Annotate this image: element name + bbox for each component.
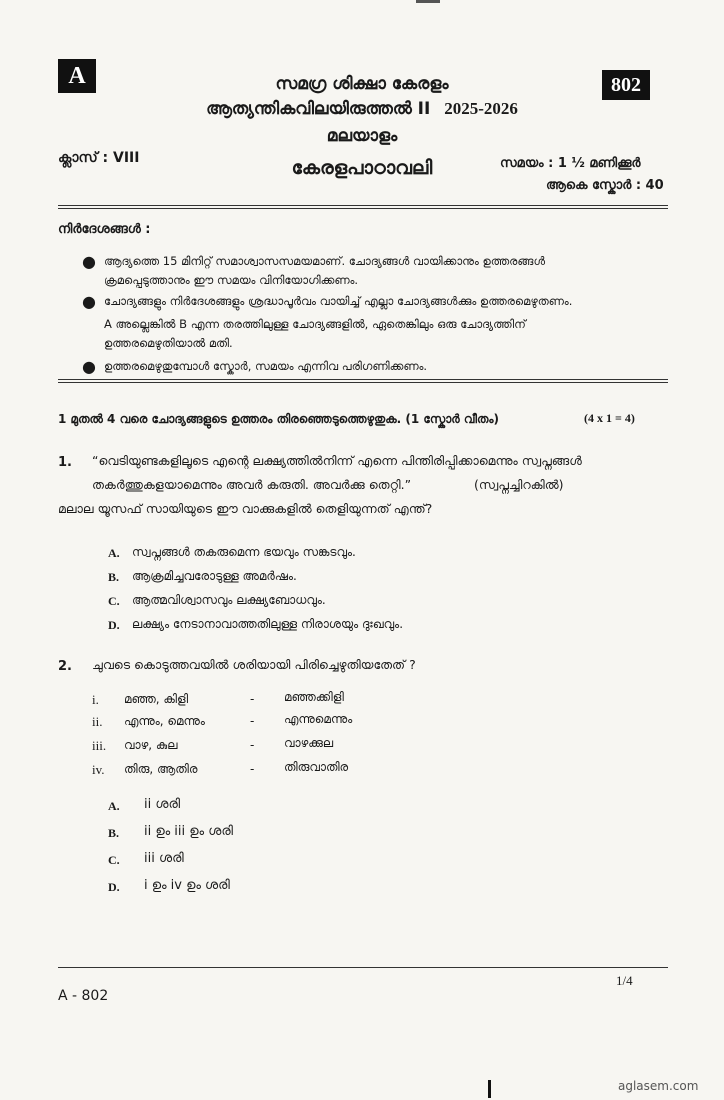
footer-divider — [58, 967, 668, 968]
watermark: aglasem.com — [618, 1079, 699, 1093]
pair-split: തിരു, ആതിര — [124, 762, 198, 776]
option-text: സ്വപ്നങ്ങൾ തകരുമെന്ന ഭയവും സങ്കടവും. — [132, 545, 356, 559]
footer-paper-code: A - 802 — [58, 988, 109, 1004]
option-text: ii ശരി — [144, 797, 181, 812]
pair-dash: - — [250, 762, 255, 776]
pair-dash: - — [250, 692, 255, 706]
option-text: ii ഉം iii ഉം ശരി — [144, 824, 233, 839]
option-letter: C. — [108, 853, 120, 867]
pair-joined: വാഴക്കുല — [284, 736, 334, 750]
instruction-line: ചോദ്യങ്ങളും നിർദേശങ്ങളും ശ്രദ്ധാപൂർവം വായിച്ച് എല്ലാ ചോദ്യങ്ങൾക്കും ഉത്തരമെഴുതണം. — [104, 294, 573, 308]
class-label: ക്ലാസ് : VIII — [58, 150, 140, 166]
option-letter: A. — [108, 546, 120, 560]
pair-split: എന്നും, മെന്നും — [124, 714, 205, 728]
pair-joined: എന്നുമെന്നും — [284, 712, 353, 726]
option-letter: B. — [108, 570, 120, 584]
divider — [58, 208, 668, 209]
page-number: 1/4 — [616, 973, 633, 988]
option-letter: A. — [108, 799, 120, 813]
option-letter: B. — [108, 826, 120, 840]
instruction-item — [104, 252, 649, 290]
bullet-icon: ● — [82, 252, 96, 271]
divider — [58, 205, 668, 206]
subject-title: മലയാളം — [326, 126, 398, 146]
instruction-line: ആദ്യത്തെ 15 മിനിറ്റ് സമാശ്വാസസമയമാണ്. ചോദ്യങ്ങൾ വായിക്കാനും ഉത്തരങ്ങൾ — [104, 254, 546, 268]
instruction-line: ക്രമപ്പെടുത്താനും ഈ സമയം വിനിയോഗിക്കണം. — [104, 273, 359, 287]
bullet-icon: ● — [82, 292, 96, 311]
question-text: മലാല യൂസഫ് സായിയുടെ ഈ വാക്കുകളിൽ തെളിയുന്നത് എന്ത്? — [58, 501, 433, 516]
pair-joined: തിരുവാതിര — [284, 760, 349, 774]
bullet-icon: ● — [82, 357, 96, 376]
pair-dash: - — [250, 738, 255, 752]
instruction-line: ഉത്തരമെഴുതുമ്പോൾ സ്കോർ, സമയം എന്നിവ പരിഗണിക്കണം. — [104, 359, 428, 373]
option-letter: D. — [108, 618, 120, 632]
option-text: i ഉം iv ഉം ശരി — [144, 878, 230, 893]
pair-split: മഞ്ഞ, കിളി — [124, 692, 189, 706]
time-label: സമയം : 1 ½ മണിക്കൂർ — [500, 156, 641, 171]
section-heading: 1 മുതൽ 4 വരെ ചോദ്യങ്ങളുടെ ഉത്തരം തിരഞ്ഞെടുത്തെഴുതുക. (1 സ്കോർ വീതം) — [58, 412, 499, 426]
pair-split: വാഴ, കുല — [124, 738, 178, 752]
divider — [58, 382, 668, 383]
divider — [58, 379, 668, 380]
organization-title: സമഗ്ര ശിക്ഷാ കേരളം — [275, 74, 449, 94]
option-letter: D. — [108, 880, 120, 894]
paper-code-box: 802 — [602, 70, 650, 100]
instruction-item — [104, 292, 649, 353]
item-numeral: i. — [92, 692, 99, 707]
option-text: iii ശരി — [144, 851, 184, 866]
scan-mark — [416, 0, 440, 3]
textbook-title: കേരളപാഠാവലി — [291, 157, 433, 179]
exam-title — [0, 99, 724, 119]
section-marks: (4 x 1 = 4) — [584, 411, 635, 425]
question-text: ചുവടെ കൊടുത്തവയിൽ ശരിയായി പിരിച്ചെഴുതിയതേത് ? — [92, 657, 416, 672]
item-numeral: iv. — [92, 762, 105, 777]
question-text: തകർത്തുകളയാമെന്നും അവർ കരുതി. അവർക്കു തെറ്റി.” — [92, 477, 412, 492]
scan-mark — [488, 1080, 491, 1098]
exam-name: ആത്യന്തികവിലയിരുത്തൽ II — [206, 99, 431, 119]
option-letter: C. — [108, 594, 120, 608]
option-text: ആക്രമിച്ചവരോടുള്ള അമർഷം. — [132, 569, 297, 583]
exam-year: 2025-2026 — [444, 99, 518, 118]
option-text: ആത്മവിശ്വാസവും ലക്ഷ്യബോധവും. — [132, 593, 326, 607]
instruction-line: A അല്ലെങ്കിൽ B എന്ന തരത്തിലുള്ള ചോദ്യങ്ങളിൽ, ഏതെങ്കിലും ഒരു ചോദ്യത്തിന് — [104, 317, 526, 331]
option-text: ലക്ഷ്യം നേടാനാവാത്തതിലുള്ള നിരാശയും ദുഃഖവും. — [132, 617, 404, 631]
instruction-line: ഉത്തരമെഴുതിയാൽ മതി. — [104, 336, 233, 350]
instruction-item — [104, 357, 649, 376]
total-score-label: ആകെ സ്കോർ : 40 — [546, 178, 664, 193]
question-number: 2. — [58, 659, 72, 674]
item-numeral: ii. — [92, 714, 103, 729]
question-source: (സ്വപ്നച്ചിറകിൽ) — [474, 477, 564, 492]
question-text: “വെടിയുണ്ടകളിലൂടെ എന്റെ ലക്ഷ്യത്തിൽനിന്ന് എന്നെ പിന്തിരിപ്പിക്കാമെന്നും സ്വപ്നങ്ങൾ — [92, 453, 582, 468]
question-number: 1. — [58, 455, 72, 470]
pair-joined: മഞ്ഞക്കിളി — [284, 690, 344, 704]
instructions-title: നിർദേശങ്ങൾ : — [58, 222, 151, 237]
pair-dash: - — [250, 714, 255, 728]
set-label-box: A — [58, 59, 96, 93]
item-numeral: iii. — [92, 738, 107, 753]
